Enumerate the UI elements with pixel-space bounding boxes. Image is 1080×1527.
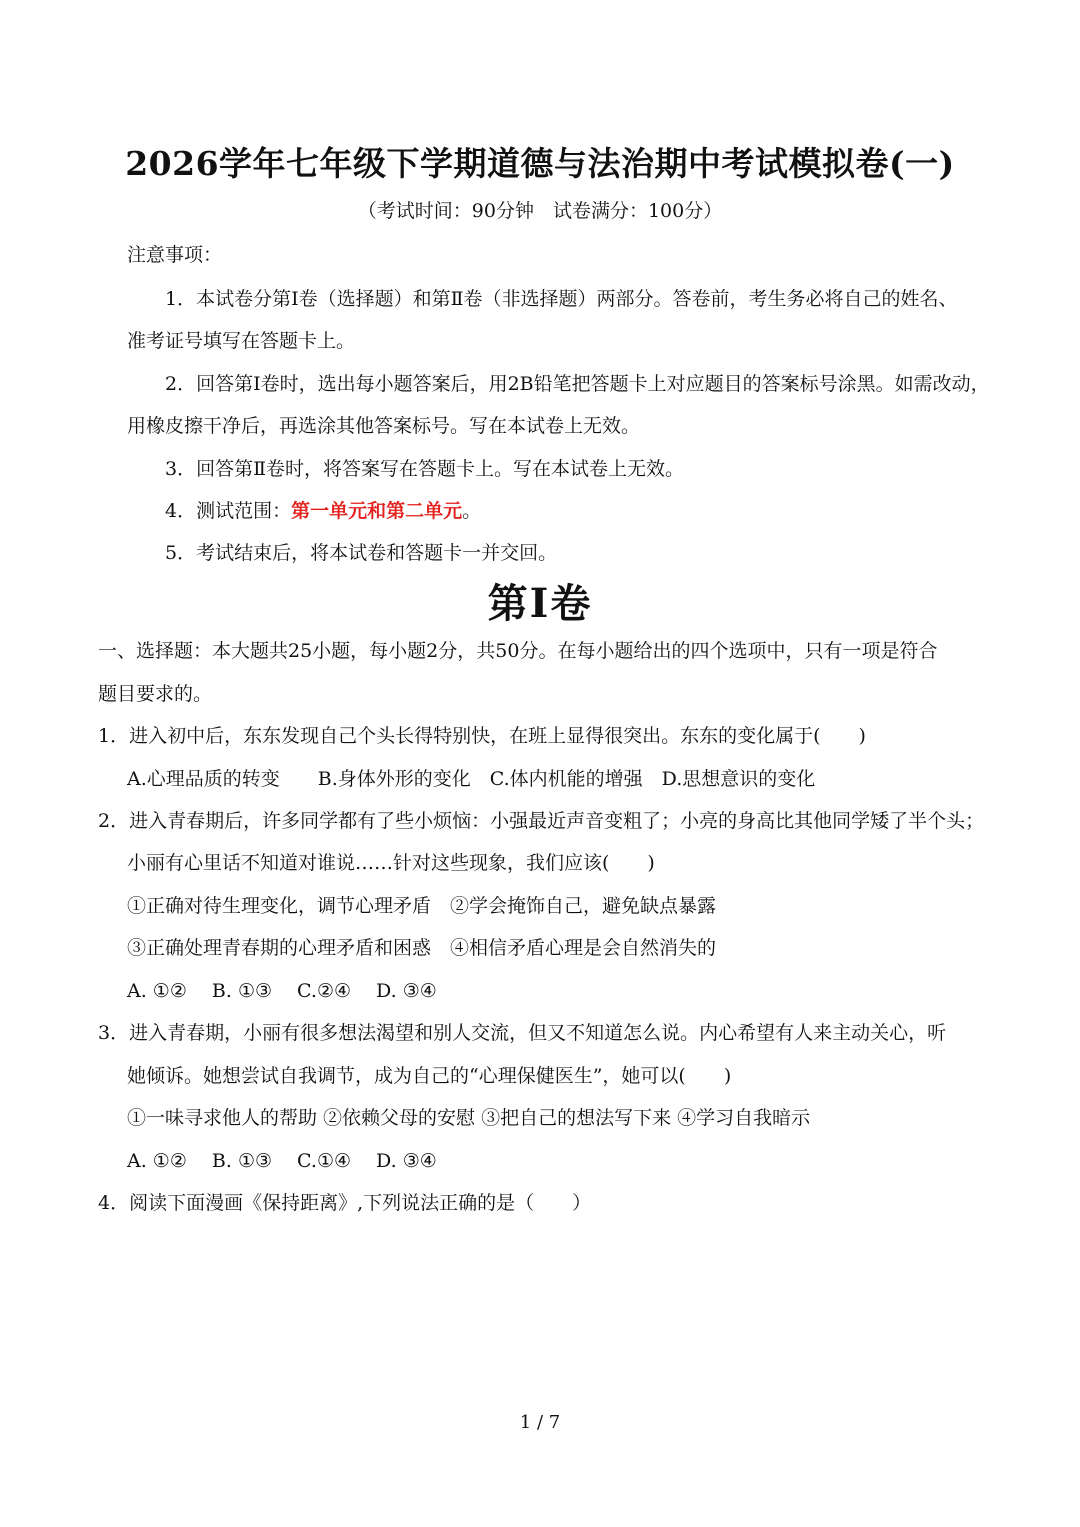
question-3-stem-line-2: 她倾诉。她想尝试自我调节，成为自己的“心理保健医生”，她可以( ) [127, 1065, 732, 1087]
note-item-5: 5．考试结束后，将本试卷和答题卡一并交回。 [165, 542, 558, 564]
note-item-3: 3．回答第Ⅱ卷时，将答案写在答题卡上。写在本试卷上无效。 [165, 458, 685, 480]
note-item-4 [165, 496, 481, 523]
notes-heading: 注意事项： [127, 244, 223, 266]
note-item-4-prefix: 4．测试范围： [165, 500, 292, 522]
note-item-4-suffix: 。 [462, 500, 482, 522]
question-2-options: A. ①② B. ①③ C.②④ D. ③④ [127, 980, 437, 1002]
question-2-stem-line-1: 2．进入青春期后，许多同学都有了些小烦恼：小强最近声音变粗了；小亮的身高比其他同学矮了半个头； [98, 810, 985, 832]
section-intro-line-2: 题目要求的。 [98, 683, 213, 705]
section-title: 第Ⅰ卷 [487, 580, 593, 627]
note-item-1-line-2: 准考证号填写在答题卡上。 [127, 330, 356, 352]
exam-title: 2026学年七年级下学期道德与法治期中考试模拟卷(一) [125, 144, 955, 183]
question-4-stem: 4．阅读下面漫画《保持距离》,下列说法正确的是（ ） [98, 1192, 592, 1214]
note-item-1-line-1: 1．本试卷分第Ⅰ卷（选择题）和第Ⅱ卷（非选择题）两部分。答卷前，考生务必将自己的姓名、 [165, 288, 958, 310]
note-item-2-line-2: 用橡皮擦干净后，再选涂其他答案标号。写在本试卷上无效。 [127, 415, 641, 437]
section-intro-line-1: 一、选择题：本大题共25小题，每小题2分，共50分。在每小题给出的四个选项中，只有一项是符合 [98, 640, 938, 662]
question-3-statements: ①一味寻求他人的帮助 ②依赖父母的安慰 ③把自己的想法写下来 ④学习自我暗示 [127, 1107, 811, 1129]
exam-subtitle: （考试时间：90分钟 试卷满分：100分） [357, 200, 723, 222]
question-1-stem: 1．进入初中后，东东发现自己个头长得特别快，在班上显得很突出。东东的变化属于( ) [98, 725, 866, 747]
question-3-options: A. ①② B. ①③ C.①④ D. ③④ [127, 1150, 437, 1172]
question-3-stem-line-1: 3．进入青春期，小丽有很多想法渴望和别人交流，但又不知道怎么说。内心希望有人来主动关心，听 [98, 1022, 947, 1044]
question-2-statements-line-1: ①正确对待生理变化，调节心理矛盾 ②学会掩饰自己，避免缺点暴露 [127, 895, 717, 917]
question-2-statements-line-2: ③正确处理青春期的心理矛盾和困惑 ④相信矛盾心理是会自然消失的 [127, 937, 717, 959]
test-scope-highlight: 第一单元和第二单元 [291, 500, 463, 522]
question-1-options: A.心理品质的转变 B.身体外形的变化 C.体内机能的增强 D.思想意识的变化 [127, 768, 816, 790]
question-2-stem-line-2: 小丽有心里话不知道对谁说……针对这些现象，我们应该( ) [127, 852, 655, 874]
page-number: 1 / 7 [519, 1412, 561, 1433]
note-item-2-line-1: 2．回答第Ⅰ卷时，选出每小题答案后，用2B铅笔把答题卡上对应题目的答案标号涂黑。如需改动， [165, 373, 990, 395]
